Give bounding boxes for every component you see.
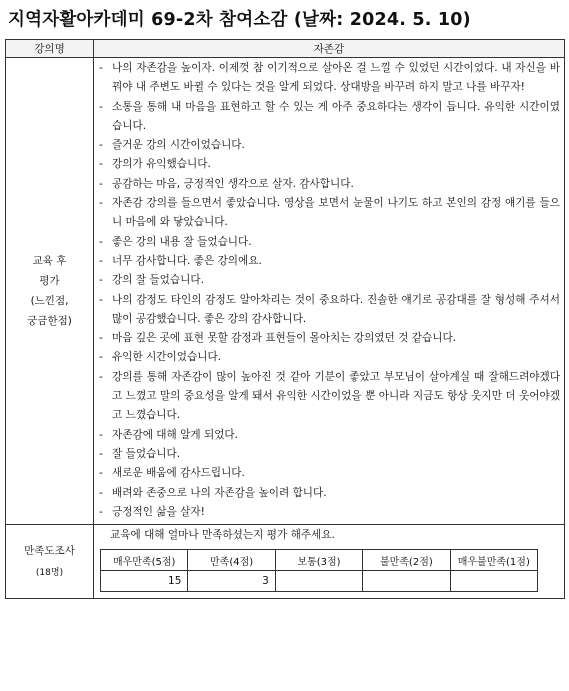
document-title: 지역자활아카데미 69-2차 참여소감 (날짜: 2024. 5. 10) xyxy=(8,10,471,30)
rating-value: 3 xyxy=(188,571,275,592)
evaluation-label-line: 평가 xyxy=(39,275,60,288)
comment-item: - 나의 자존감을 높이자. 이제껏 참 이기적으로 살아온 걸 느낄 수 있었던 시간이었다. 내 자신을 바꿔야 내 주변도 바뀔 수 있다는 것을 알게 되었다. 상대방을 바꾸려 하지 말고 나를 바꾸자! xyxy=(97,59,560,98)
rating-header: 불만족(2점) xyxy=(363,550,450,571)
comment-item: - 강의가 유익했습니다. xyxy=(97,155,560,174)
survey-row xyxy=(6,525,565,599)
header-lecture-topic: 자존감 xyxy=(94,40,565,58)
survey-respondent-count: (18명) xyxy=(35,567,64,578)
rating-value xyxy=(450,571,537,592)
comment-item: - 긍정적인 삶을 살자! xyxy=(97,503,560,522)
evaluation-label xyxy=(6,58,94,525)
survey-label: 만족도조사 xyxy=(24,544,75,557)
comment-item: - 잘 들었습니다. xyxy=(97,445,560,464)
evaluation-row xyxy=(6,58,565,525)
rating-value xyxy=(363,571,450,592)
comment-item: - 즐거운 강의 시간이었습니다. xyxy=(97,136,560,155)
rating-value: 15 xyxy=(101,571,188,592)
rating-header: 만족(4점) xyxy=(188,550,275,571)
rating-header: 매우불만족(1점) xyxy=(450,550,537,571)
comment-item: - 자존감에 대해 알게 되었다. xyxy=(97,426,560,445)
comment-item: - 공감하는 마음, 긍정적인 생각으로 살자. 감사합니다. xyxy=(97,175,560,194)
rating-table xyxy=(100,549,538,592)
comment-item: - 유익한 시간이었습니다. xyxy=(97,348,560,367)
rating-header-row xyxy=(101,550,538,571)
table-header-row xyxy=(6,40,565,58)
comments-cell xyxy=(94,58,565,525)
feedback-table xyxy=(5,39,565,599)
comment-item: - 좋은 강의 내용 잘 들었습니다. xyxy=(97,233,560,252)
evaluation-label-line: 교육 후 xyxy=(32,255,67,268)
evaluation-label-line: 궁금한점) xyxy=(27,315,72,328)
comment-item: - 나의 감정도 타인의 감정도 알아차리는 것이 중요하다. 진솔한 얘기로 공감대를 잘 형성해 주셔서 많이 공감했습니다. 좋은 강의 감사합니다. xyxy=(97,291,560,330)
comment-item: - 새로운 배움에 감사드립니다. xyxy=(97,464,560,483)
rating-value xyxy=(275,571,362,592)
rating-header: 매우만족(5점) xyxy=(101,550,188,571)
rating-header: 보통(3점) xyxy=(275,550,362,571)
rating-value-row xyxy=(101,571,538,592)
comment-item: - 소통을 통해 내 마음을 표현하고 할 수 있는 게 아주 중요하다는 생각이 듭니다. 유익한 시간이였습니다. xyxy=(97,98,560,137)
comment-item: - 배려와 존중으로 나의 자존감을 높이려 합니다. xyxy=(97,484,560,503)
comment-item: - 강의 잘 들었습니다. xyxy=(97,271,560,290)
comment-item: - 강의를 통해 자존감이 많이 높아진 것 같아 기분이 좋았고 부모님이 살아계실 때 잘해드려야겠다고 느꼈고 말의 중요성을 알게 돼서 유익한 시간이었을 뿐 아니라 지금도 항상 웃지만 더 웃어야겠고 느꼈습니다. xyxy=(97,368,560,426)
comment-item: - 마음 깊은 곳에 표현 못할 감정과 표현들이 몰아치는 강의였던 것 같습니다. xyxy=(97,329,560,348)
survey-cell xyxy=(94,525,565,599)
survey-label-cell xyxy=(6,525,94,599)
comment-item: - 자존감 강의를 들으면서 좋았습니다. 영상을 보면서 눈물이 나기도 하고 본인의 감정 얘기를 들으니 마음에 와 닿았습니다. xyxy=(97,194,560,233)
evaluation-label-line: (느낀점, xyxy=(30,295,69,308)
comment-item: - 너무 감사합니다. 좋은 강의에요. xyxy=(97,252,560,271)
header-lecture-name: 강의명 xyxy=(6,40,94,58)
survey-question: 교육에 대해 얼마나 만족하셨는지 평가 해주세요. xyxy=(110,529,335,542)
comments-list xyxy=(97,59,560,522)
